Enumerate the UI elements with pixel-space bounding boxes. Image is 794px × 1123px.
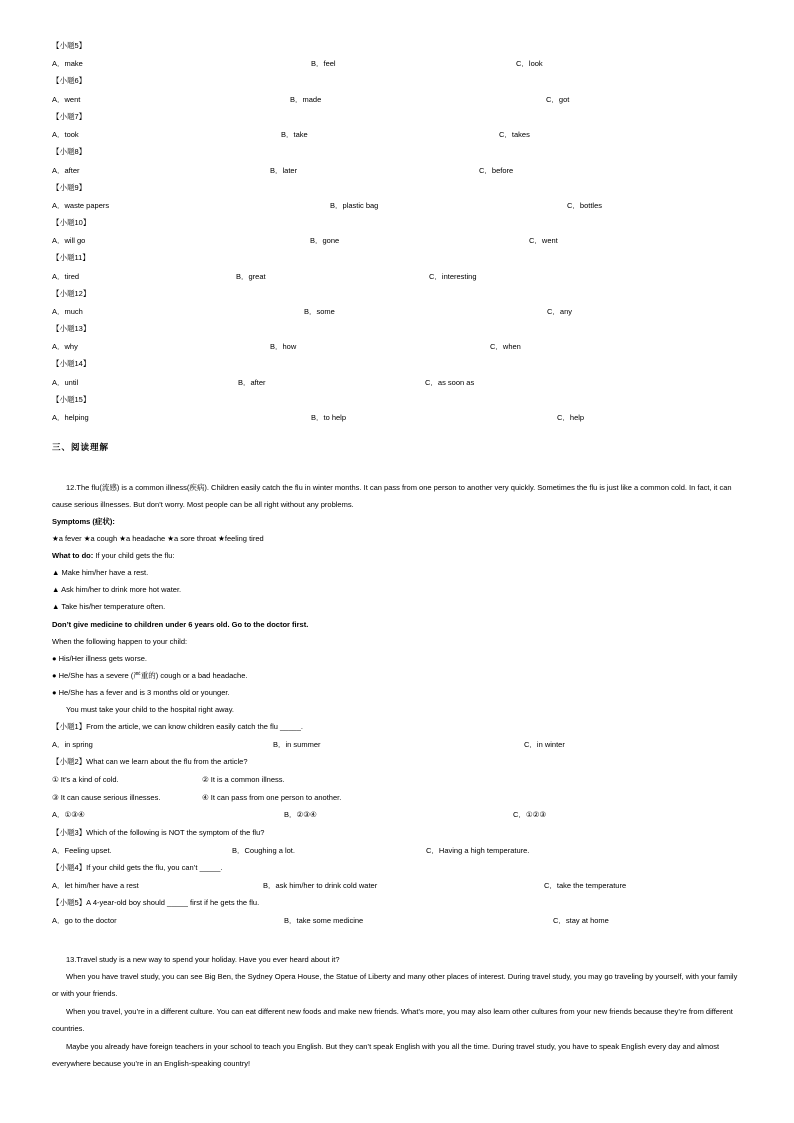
question-label: 【小题5】 <box>52 41 87 50</box>
what-to-do-line <box>52 551 175 561</box>
statement-1: ① It’s a kind of cold. <box>52 775 119 784</box>
question-label: 【小题8】 <box>52 147 87 156</box>
symptoms-title: Symptoms (症状): <box>52 517 115 526</box>
option-b: B．great <box>236 272 266 281</box>
option-b: B．feel <box>311 59 336 68</box>
statement-4: ④ It can pass from one person to another. <box>202 793 342 802</box>
statement-3: ③ It can cause serious illnesses. <box>52 793 161 802</box>
passage-13-p3 <box>52 1003 744 1037</box>
question-3: 【小题3】Which of the following is NOT the symptom of the flu? <box>52 828 265 837</box>
option-b: B．take <box>281 130 308 139</box>
option-c: C．before <box>479 166 514 175</box>
todo-item: ▲ Take his/her temperature often. <box>52 602 166 611</box>
option-a: A．go to the doctor <box>52 916 117 925</box>
option-a: A．in spring <box>52 740 93 749</box>
question-2: 【小题2】What can we learn about the flu from the article? <box>52 757 248 766</box>
option-c: C．look <box>516 59 543 68</box>
question-label: 【小题13】 <box>52 324 91 333</box>
option-a: A．much <box>52 307 83 316</box>
condition-item: ● He/She has a severe (严重的) cough or a bad headache. <box>52 671 248 680</box>
option-b: B．gone <box>310 236 340 245</box>
option-c: C．in winter <box>524 740 565 749</box>
question-label: 【小题15】 <box>52 395 91 404</box>
passage-13-p2 <box>52 968 744 1002</box>
option-a: A．helping <box>52 413 89 422</box>
question-label: 【小题12】 <box>52 289 91 298</box>
what-to-do-label: What to do: <box>52 551 94 560</box>
option-a: A．waste papers <box>52 201 110 210</box>
option-c: C．when <box>490 342 521 351</box>
option-c: C．as soon as <box>425 378 475 387</box>
passage-13-p4 <box>52 1038 744 1072</box>
option-b: B．in summer <box>273 740 321 749</box>
statement-2: ② It is a common illness. <box>202 775 285 784</box>
passage-text: 12.The flu(流感) is a common illness(疾病). Children easily catch the flu in winter months. It can pass from one person to another very quickly. Sometimes the flu is just like a common cold. In fact, it can cause serious illnesses. But don’t worry. Most people can be all right without any problems. <box>52 483 732 509</box>
option-b: B．ask him/her to drink cold water <box>263 881 378 890</box>
question-5: 【小题5】A 4-year-old boy should _____ first if he gets the flu. <box>52 898 260 907</box>
option-a: A．why <box>52 342 78 351</box>
option-a: A．went <box>52 95 81 104</box>
option-c: C．went <box>529 236 558 245</box>
what-to-do-text: If your child gets the flu: <box>93 551 175 560</box>
todo-item: ▲ Ask him/her to drink more hot water. <box>52 585 182 594</box>
option-a: A．after <box>52 166 80 175</box>
symptoms-list: ★a fever ★a cough ★a headache ★a sore throat ★feeling tired <box>52 534 264 543</box>
question-label: 【小题7】 <box>52 112 87 121</box>
option-a: A．Feeling upset. <box>52 846 112 855</box>
question-4: 【小题4】If your child gets the flu, you can’t _____. <box>52 863 223 872</box>
when-line: When the following happen to your child: <box>52 637 188 646</box>
option-a: A．make <box>52 59 83 68</box>
question-label: 【小题9】 <box>52 183 87 192</box>
section-title: 三、阅读理解 <box>52 442 110 452</box>
question-label: 【小题10】 <box>52 218 91 227</box>
option-c: C．bottles <box>567 201 603 210</box>
option-c: C．got <box>546 95 570 104</box>
option-c: C．interesting <box>429 272 477 281</box>
passage-13-p1 <box>52 951 744 968</box>
passage-12-intro <box>52 479 744 513</box>
option-b: B．after <box>238 378 266 387</box>
option-a: A．until <box>52 378 79 387</box>
option-b: B．to help <box>311 413 347 422</box>
option-c: C．Having a high temperature. <box>426 846 530 855</box>
option-b: B．Coughing a lot. <box>232 846 295 855</box>
option-c: C．take the temperature <box>544 881 627 890</box>
passage-text: 13.Travel study is a new way to spend your holiday. Have you ever heard about it? <box>66 955 340 964</box>
option-c: C．help <box>557 413 585 422</box>
question-label: 【小题11】 <box>52 253 90 262</box>
option-b: B．how <box>270 342 297 351</box>
option-a: A．let him/her have a rest <box>52 881 139 890</box>
hospital-line: You must take your child to the hospital right away. <box>66 705 235 714</box>
question-1: 【小题1】From the article, we can know children easily catch the flu _____. <box>52 722 303 731</box>
question-label: 【小题6】 <box>52 76 87 85</box>
option-c: C．any <box>547 307 573 316</box>
option-c: C．takes <box>499 130 530 139</box>
option-b: B．later <box>270 166 298 175</box>
option-b: B．plastic bag <box>330 201 379 210</box>
option-b: B．some <box>304 307 335 316</box>
option-c: C．①②③ <box>513 810 547 819</box>
option-b: B．made <box>290 95 322 104</box>
passage-text: When you travel, you’re in a different culture. You can eat different new foods and make new friends. What’s more, you may also learn other cultures from your new friends because they’re from different countries. <box>52 1007 733 1033</box>
option-a: A．will go <box>52 236 86 245</box>
condition-item: ● His/Her illness gets worse. <box>52 654 147 663</box>
todo-item: ▲ Make him/her have a rest. <box>52 568 149 577</box>
condition-item: ● He/She has a fever and is 3 months old or younger. <box>52 688 230 697</box>
option-c: C．stay at home <box>553 916 609 925</box>
option-b: B．②③④ <box>284 810 317 819</box>
option-a: A．①③④ <box>52 810 85 819</box>
passage-text: Maybe you already have foreign teachers in your school to teach you English. But they can’t speak English with you all the time. During travel study, you have to speak English every day and almost everywhere because you’re in an English-speaking country! <box>52 1042 720 1068</box>
option-b: B．take some medicine <box>284 916 364 925</box>
question-label: 【小题14】 <box>52 359 91 368</box>
passage-text: When you have travel study, you can see Big Ben, the Sydney Opera House, the Statue of Liberty and many other places of interest. During travel study, you may go traveling by yourself, with your family or with your friends. <box>52 972 738 998</box>
option-a: A．took <box>52 130 79 139</box>
medicine-warning: Don’t give medicine to children under 6 years old. Go to the doctor first. <box>52 620 309 629</box>
option-a: A．tired <box>52 272 80 281</box>
